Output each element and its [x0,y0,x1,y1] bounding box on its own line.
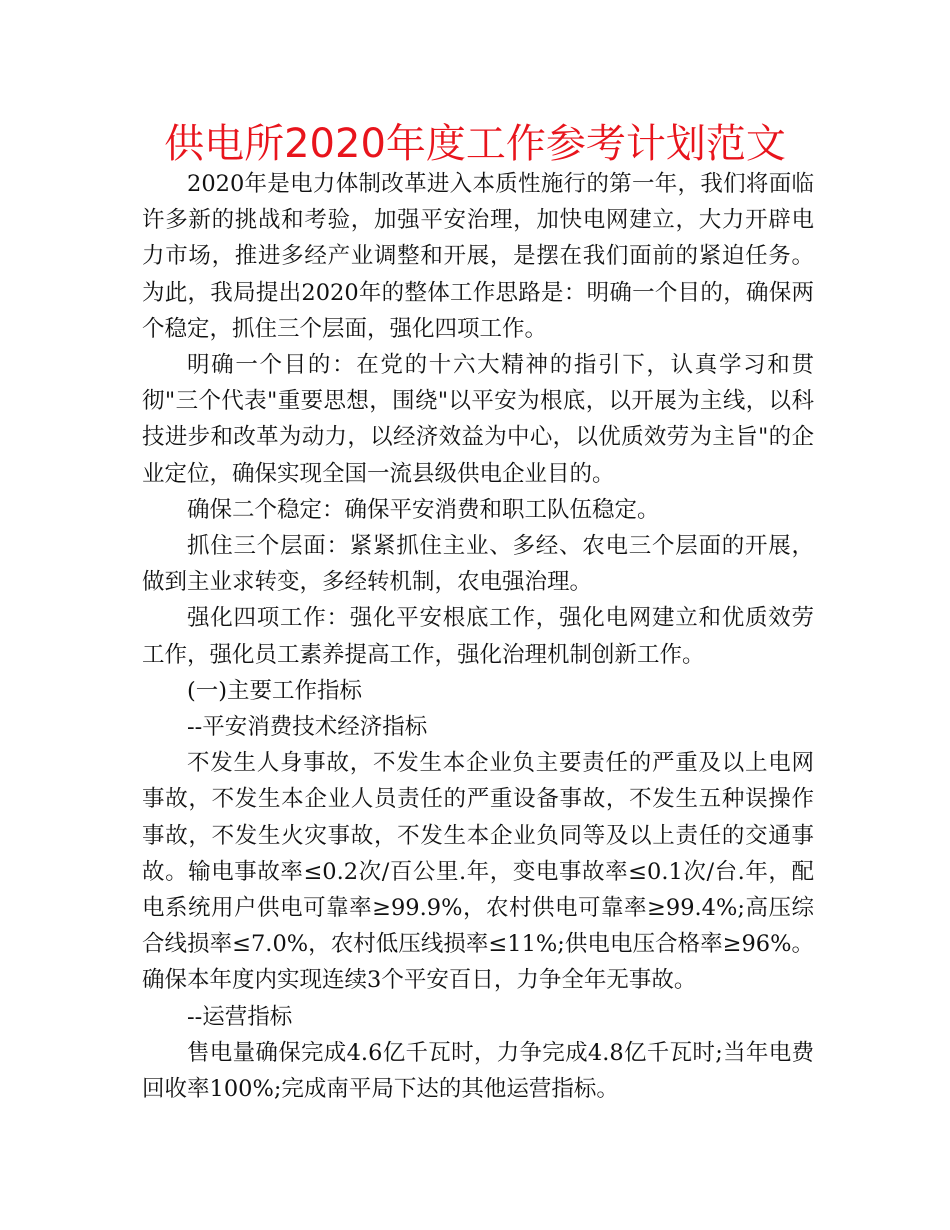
paragraph-operation-indicators: 售电量确保完成4.6亿千瓦时，力争完成4.8亿千瓦时;当年电费回收率100%;完成南平局下达的其他运营指标。 [142,1039,814,1103]
paragraph-intro: 2020年是电力体制改革进入本质性施行的第一年，我们将面临许多新的挑战和考验，加强平安治理，加快电网建立，大力开辟电力市场，推进多经产业调整和开展，是摆在我们面前的紧迫任务。为此，我局提出2020年的整体工作思路是：明确一个目的，确保两个稳定，抓住三个层面，强化四项工作。 [142,171,814,342]
subheading-operation-indicators: --运营指标 [187,1003,293,1030]
paragraph-one-goal: 明确一个目的：在党的十六大精神的指引下，认真学习和贯彻"三个代表"重要思想，围绕"以平安为根底，以开展为主线，以科技进步和改革为动力，以经济效益为中心，以优质效劳为主旨"的企业定位，确保实现全国一流县级供电企业目的。 [142,352,814,487]
document-body [142,166,814,1107]
paragraph-safety-indicators: 不发生人身事故，不发生本企业负主要责任的严重及以上电网事故，不发生本企业人员责任的严重设备事故，不发生五种误操作事故，不发生火灾事故，不发生本企业负同等及以上责任的交通事故。输电事故率≤0.2次/百公里.年，变电事故率≤0.1次/台.年，配电系统用户供电可靠率≥99.9%，农村供电可靠率≥99.4%;高压综合线损率≤7.0%，农村低压线损率≤11%;供电电压合格率≥96%。确保本年度内实现连续3个平安百日，力争全年无事故。 [142,750,814,994]
document-title: 供电所2020年度工作参考计划范文 [164,121,786,167]
paragraph-four-works: 强化四项工作：强化平安根底工作，强化电网建立和优质效劳工作，强化员工素养提高工作，强化治理机制创新工作。 [142,605,814,668]
section-heading-main-indicators: (一)主要工作指标 [187,677,363,704]
paragraph-two-stable: 确保二个稳定：确保平安消费和职工队伍稳定。 [187,496,660,523]
subheading-safety-indicators: --平安消费技术经济指标 [187,714,428,741]
paragraph-three-levels: 抓住三个层面：紧紧抓住主业、多经、农电三个层面的开展，做到主业求转变，多经转机制，农电强治理。 [142,533,814,596]
